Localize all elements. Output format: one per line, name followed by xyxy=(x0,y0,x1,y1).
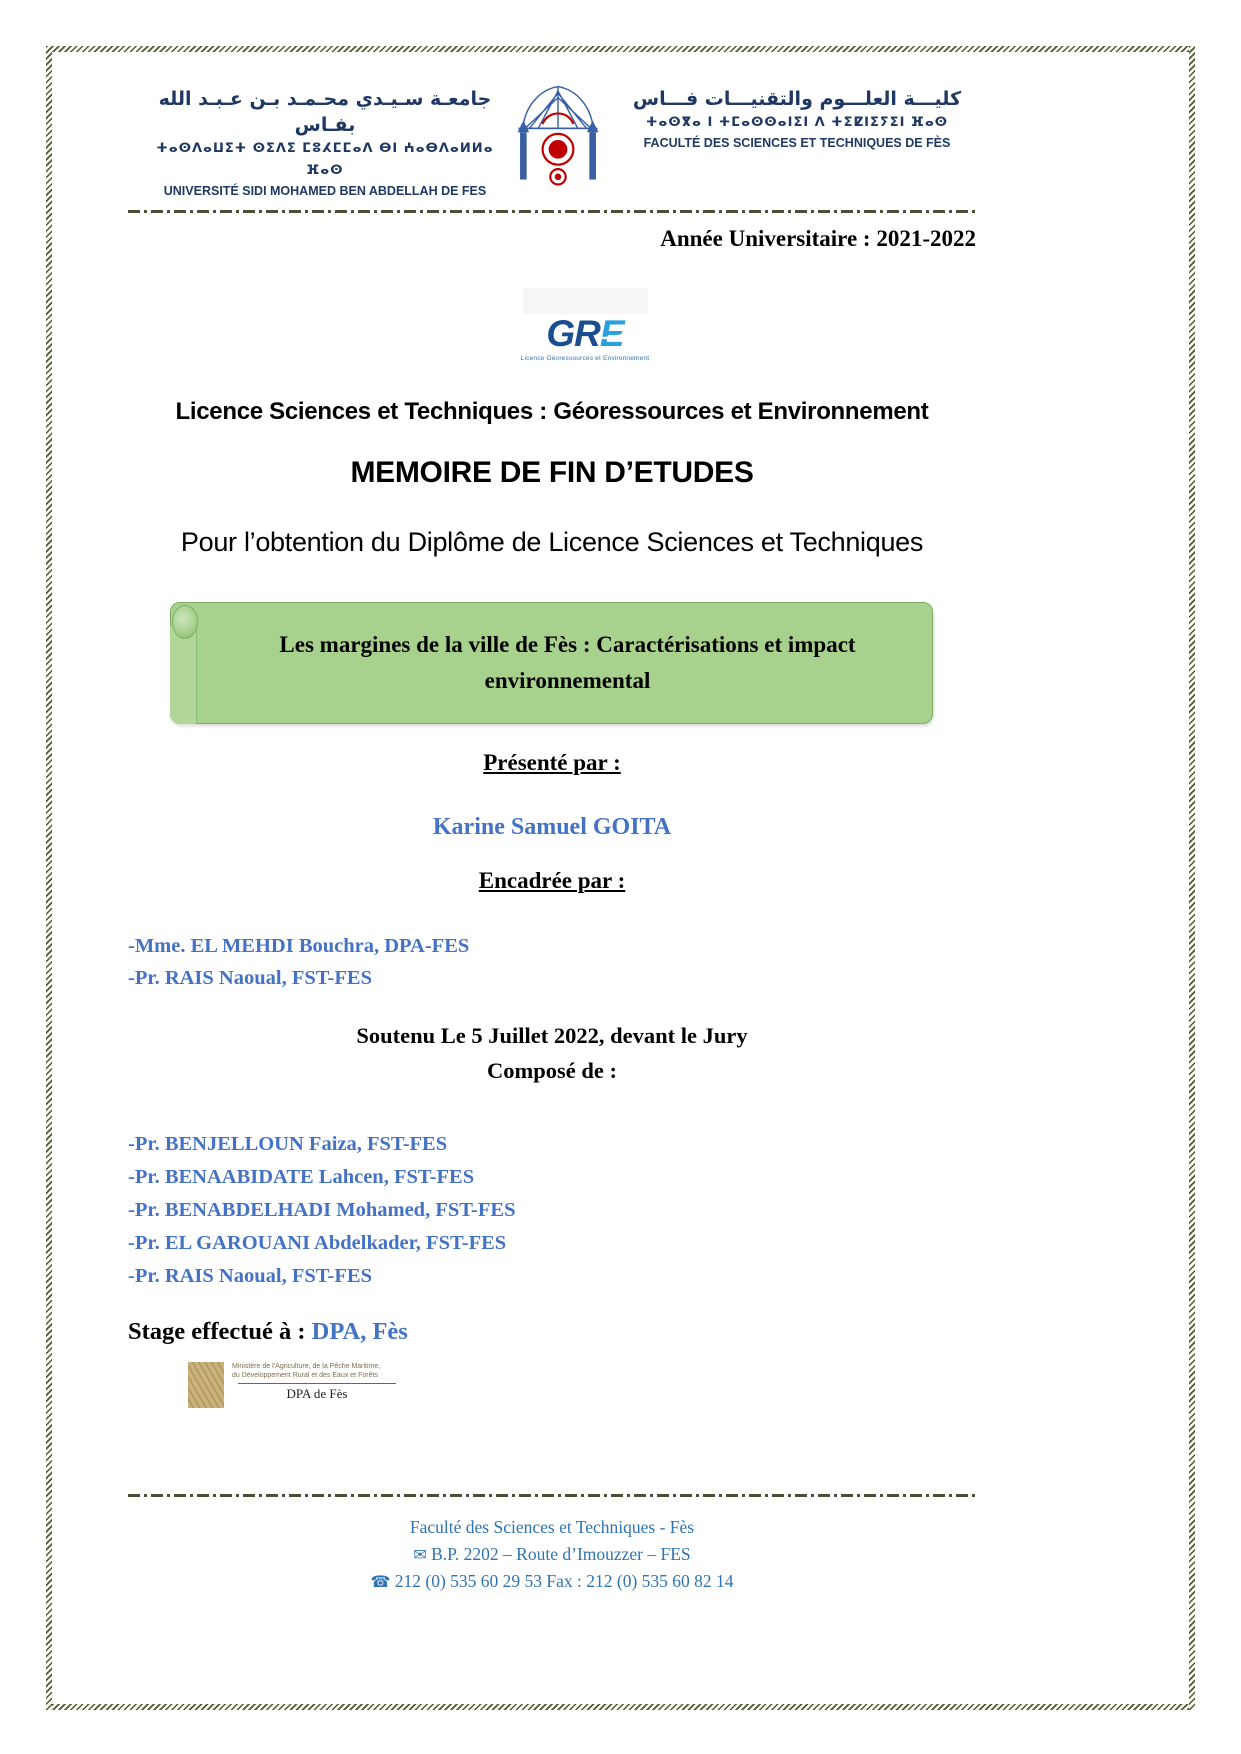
jury-member: -Pr. RAIS Naoual, FST-FES xyxy=(128,1265,372,1287)
gre-logo-caption: Licence Géoressources et Environnement xyxy=(520,355,650,362)
footer-divider xyxy=(128,1494,976,1497)
university-emblem-icon xyxy=(503,80,613,190)
jury-member: -Pr. BENABDELHADI Mohamed, FST-FES xyxy=(128,1199,516,1221)
footer-phone: 212 (0) 535 60 29 53 Fax : 212 (0) 535 60 82 14 xyxy=(394,1571,734,1591)
internship-line xyxy=(128,1318,408,1346)
defense-line1: Soutenu Le 5 Juillet 2022, devant le Jury xyxy=(356,1023,748,1048)
dpa-ministry-line1: Ministère de l’Agriculture, de la Pêche Maritime, xyxy=(232,1363,381,1370)
footer-phone-line xyxy=(128,1568,976,1595)
footer-contact-block xyxy=(128,1514,976,1595)
jury-member: -Pr. EL GAROUANI Abdelkader, FST-FES xyxy=(128,1232,507,1254)
dpa-logo xyxy=(188,1362,402,1408)
header-divider xyxy=(128,210,976,213)
footer-faculty-name: Faculté des Sciences et Techniques - Fès xyxy=(409,1517,695,1537)
gre-logo-text xyxy=(495,314,675,354)
supervisor-item: -Pr. RAIS Naoual, FST-FES xyxy=(128,967,372,989)
dpa-text-block xyxy=(232,1362,402,1402)
thesis-title: Les margines de la ville de Fès : Caractérisations et impact environnemental xyxy=(279,632,856,693)
supervised-by-label: Encadrée par : xyxy=(478,868,626,893)
internship-label: Stage effectué à : xyxy=(128,1318,312,1345)
supervisor-item: -Mme. EL MEHDI Bouchra, DPA-FES xyxy=(128,935,470,957)
page-border-right xyxy=(1189,46,1195,1710)
document-type-title: MEMOIRE DE FIN D’ETUDES xyxy=(350,456,754,489)
dpa-emblem-icon xyxy=(188,1362,224,1408)
dpa-name: DPA de Fès xyxy=(286,1386,348,1401)
header-university-block xyxy=(150,86,500,200)
defense-line2: Composé de : xyxy=(487,1058,617,1083)
gre-logo-image-box xyxy=(523,288,648,314)
faculty-name-arabic: كليـــة العلـــوم والتقنيـــات فـــاس xyxy=(632,88,962,110)
phone-icon: ☎ xyxy=(370,1572,391,1591)
academic-year: Année Universitaire : 2021-2022 xyxy=(660,226,976,251)
faculty-name-french: FACULTÉ DES SCIENCES ET TECHNIQUES DE FÈS xyxy=(643,136,951,150)
defense-info xyxy=(128,1018,976,1088)
envelope-icon: ✉ xyxy=(413,1545,427,1564)
banner-scroll-strip xyxy=(170,626,197,724)
footer-address-line xyxy=(128,1541,976,1568)
university-name-french: UNIVERSITÉ SIDI MOHAMED BEN ABDELLAH DE FES xyxy=(163,184,487,198)
author-name: Karine Samuel GOITA xyxy=(432,814,672,840)
page-border-left xyxy=(46,46,52,1710)
university-name-tifinagh: ⵜⴰⵙⴷⴰⵡⵉⵜ ⵙⵉⴷⵉ ⵎⵓⵃⵎⵎⴰⴷ ⴱⵏ ⵄⴰⴱⴷⴰⵍⵍⴰ ⴼⴰⵙ xyxy=(156,141,494,178)
faculty-name-tifinagh: ⵜⴰⵙⴳⴰ ⵏ ⵜⵎⴰⵙⵙⴰⵏⵉⵏ ⴷ ⵜⵉⵇⵏⵉⵢⵉⵏ ⴼⴰⵙ xyxy=(645,115,949,130)
header-faculty-block xyxy=(622,86,972,152)
thesis-title-banner xyxy=(170,602,933,724)
dpa-ministry-line2: du Développement Rural et des Eaux et Forêts xyxy=(232,1372,378,1379)
jury-member: -Pr. BENAABIDATE Lahcen, FST-FES xyxy=(128,1166,475,1188)
purpose-line: Pour l’obtention du Diplôme de Licence Sciences et Techniques xyxy=(180,527,924,557)
presented-by-label: Présenté par : xyxy=(483,750,621,775)
gre-logo-gr: GR xyxy=(546,313,600,354)
footer-address: B.P. 2202 – Route d’Imouzzer – FES xyxy=(431,1544,691,1564)
dpa-separator xyxy=(238,1383,396,1384)
page-border-bottom xyxy=(46,1704,1195,1710)
jury-member: -Pr. BENJELLOUN Faiza, FST-FES xyxy=(128,1133,448,1155)
jury-list xyxy=(128,1128,515,1293)
page-border-top xyxy=(46,46,1195,52)
gre-logo-e: E xyxy=(600,313,624,354)
banner-scroll-curl-icon xyxy=(172,605,198,639)
supervisor-list xyxy=(128,930,469,994)
gre-logo xyxy=(495,288,675,362)
university-name-arabic: جامعـة سـيـدي محـمـد بـن عـبـد الله بفـاس xyxy=(158,88,492,136)
internship-location: DPA, Fès xyxy=(311,1318,408,1345)
program-title: Licence Sciences et Techniques : Géoressources et Environnement xyxy=(175,398,929,425)
